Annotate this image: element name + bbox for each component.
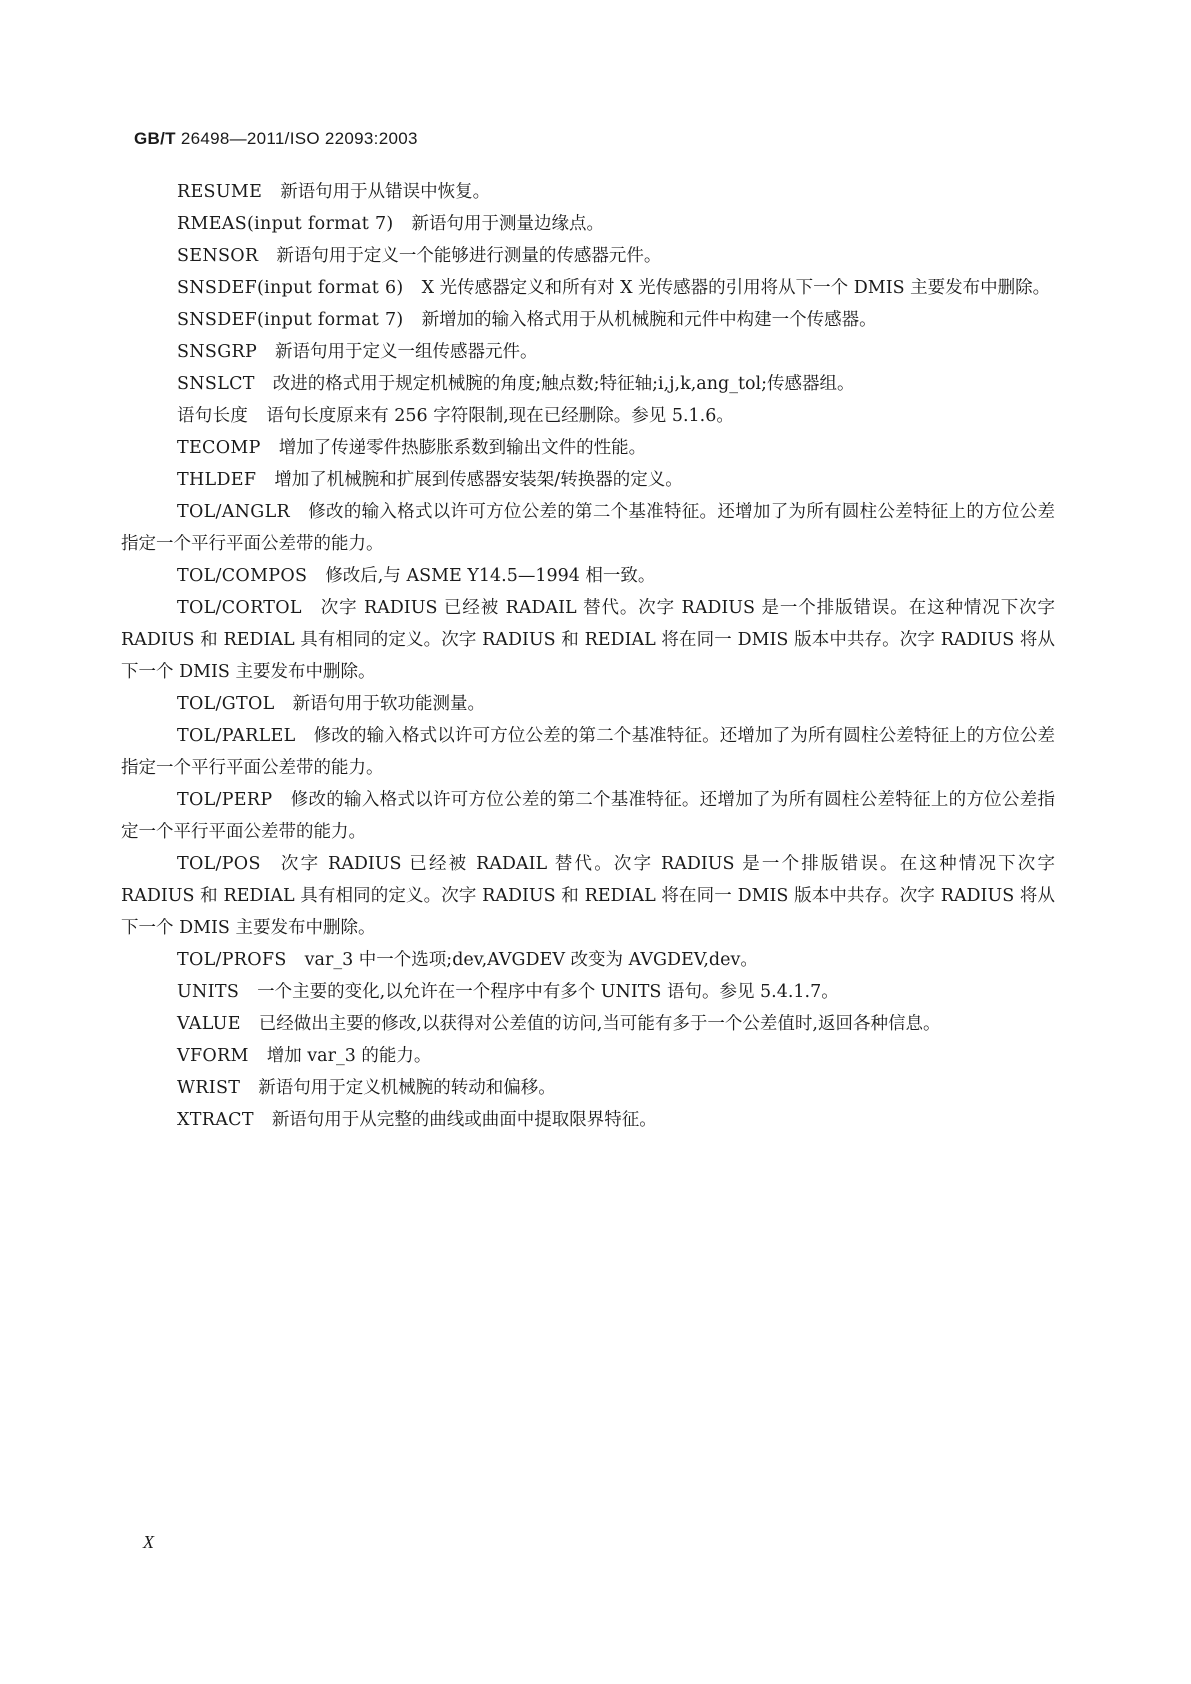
entry-keyword: VALUE: [177, 1014, 241, 1034]
entry-tol-pos: [121, 848, 1055, 944]
entry-description: 改进的格式用于规定机械腕的角度;触点数;特征轴;i,j,k,ang_tol;传感器组。: [272, 374, 855, 394]
entry-keyword: TOL/COMPOS: [177, 566, 308, 586]
entry-vform: [121, 1040, 1055, 1072]
entry-tol-cortol: [121, 592, 1055, 688]
standard-code: GB/T: [134, 129, 176, 148]
entry-thldef: [121, 464, 1055, 496]
entry-description: 增加了机械腕和扩展到传感器安装架/转换器的定义。: [274, 470, 683, 490]
entry-tol-parlel: [121, 720, 1055, 784]
entry-tol-gtol: [121, 688, 1055, 720]
entry-keyword: RESUME: [177, 182, 263, 202]
entry-description: 新语句用于从错误中恢复。: [280, 182, 491, 202]
page-number: X: [143, 1532, 154, 1552]
entry-keyword: 语句长度: [177, 406, 249, 426]
page-header: [134, 129, 418, 149]
entry-tol-compos: [121, 560, 1055, 592]
entry-keyword: TOL/PARLEL: [177, 726, 296, 746]
entry-keyword: SNSGRP: [177, 342, 258, 362]
entry-keyword: VFORM: [177, 1046, 249, 1066]
entry-description: X 光传感器定义和所有对 X 光传感器的引用将从下一个 DMIS 主要发布中删除。: [421, 278, 1051, 298]
entry-tol-profs: [121, 944, 1055, 976]
entry-description: 新语句用于从完整的曲线或曲面中提取限界特征。: [271, 1110, 657, 1130]
entry-description: 新语句用于测量边缘点。: [411, 214, 605, 234]
entry-keyword: SENSOR: [177, 246, 259, 266]
entry-description: 新语句用于定义一个能够进行测量的传感器元件。: [276, 246, 662, 266]
entry-description: 一个主要的变化,以允许在一个程序中有多个 UNITS 语句。参见 5.4.1.7。: [257, 982, 839, 1002]
entry-resume: [121, 176, 1055, 208]
entry-snsgrp: [121, 336, 1055, 368]
entry-units: [121, 976, 1055, 1008]
entry-description: 新语句用于软功能测量。: [292, 694, 486, 714]
entry-statement-length: [121, 400, 1055, 432]
entry-keyword: SNSDEF(input format 6): [177, 278, 404, 298]
entry-description: 修改的输入格式以许可方位公差的第二个基准特征。还增加了为所有圆柱公差特征上的方位公差指定一个平行平面公差带的能力。: [121, 726, 1055, 778]
entry-keyword: TOL/ANGLR: [177, 502, 290, 522]
entry-keyword: XTRACT: [177, 1110, 254, 1130]
entry-description: 语句长度原来有 256 字符限制,现在已经删除。参见 5.1.6。: [266, 406, 734, 426]
entry-xtract: [121, 1104, 1055, 1136]
entry-value: [121, 1008, 1055, 1040]
entry-keyword: THLDEF: [177, 470, 257, 490]
entry-keyword: UNITS: [177, 982, 240, 1002]
entry-keyword: TECOMP: [177, 438, 261, 458]
entry-description: 增加 var_3 的能力。: [266, 1046, 432, 1066]
standard-numbers: 26498—2011/ISO 22093:2003: [175, 129, 418, 148]
entry-keyword: TOL/PROFS: [177, 950, 287, 970]
entry-tecomp: [121, 432, 1055, 464]
entry-keyword: SNSLCT: [177, 374, 255, 394]
entry-description: 新增加的输入格式用于从机械腕和元件中构建一个传感器。: [421, 310, 877, 330]
entry-description: 新语句用于定义机械腕的转动和偏移。: [258, 1078, 556, 1098]
entry-description: 已经做出主要的修改,以获得对公差值的访问,当可能有多于一个公差值时,返回各种信息。: [258, 1014, 941, 1034]
entry-description: 修改后,与 ASME Y14.5—1994 相一致。: [325, 566, 656, 586]
entry-sensor: [121, 240, 1055, 272]
entry-keyword: SNSDEF(input format 7): [177, 310, 404, 330]
entry-description: 次字 RADIUS 已经被 RADAIL 替代。次字 RADIUS 是一个排版错误。在这种情况下次字 RADIUS 和 REDIAL 具有相同的定义。次字 RADIUS 和 REDIAL 将在同一 DMIS 版本中共存。次字 RADIUS 将从下一个 DMIS 主要发布中删除。: [121, 854, 1055, 938]
entry-keyword: WRIST: [177, 1078, 241, 1098]
entry-keyword: TOL/GTOL: [177, 694, 275, 714]
entry-description: 增加了传递零件热膨胀系数到输出文件的性能。: [278, 438, 647, 458]
entry-snsdef-7: [121, 304, 1055, 336]
entry-description: var_3 中一个选项;dev,AVGDEV 改变为 AVGDEV,dev。: [304, 950, 758, 970]
entry-keyword: TOL/PERP: [177, 790, 273, 810]
entry-tol-perp: [121, 784, 1055, 848]
entry-description: 修改的输入格式以许可方位公差的第二个基准特征。还增加了为所有圆柱公差特征上的方位公差指定一个平行平面公差带的能力。: [121, 790, 1055, 842]
document-body: [121, 176, 1055, 1136]
entry-snsdef-6: [121, 272, 1055, 304]
entry-rmeas: [121, 208, 1055, 240]
entry-keyword: TOL/POS: [177, 854, 261, 874]
entry-description: 新语句用于定义一组传感器元件。: [275, 342, 538, 362]
entry-keyword: TOL/CORTOL: [177, 598, 302, 618]
entry-description: 修改的输入格式以许可方位公差的第二个基准特征。还增加了为所有圆柱公差特征上的方位公差指定一个平行平面公差带的能力。: [121, 502, 1055, 554]
entry-description: 次字 RADIUS 已经被 RADAIL 替代。次字 RADIUS 是一个排版错误。在这种情况下次字 RADIUS 和 REDIAL 具有相同的定义。次字 RADIUS 和 REDIAL 将在同一 DMIS 版本中共存。次字 RADIUS 将从下一个 DMIS 主要发布中删除。: [121, 598, 1055, 682]
entry-keyword: RMEAS(input format 7): [177, 214, 394, 234]
entry-tol-anglr: [121, 496, 1055, 560]
entry-snslct: [121, 368, 1055, 400]
entry-wrist: [121, 1072, 1055, 1104]
